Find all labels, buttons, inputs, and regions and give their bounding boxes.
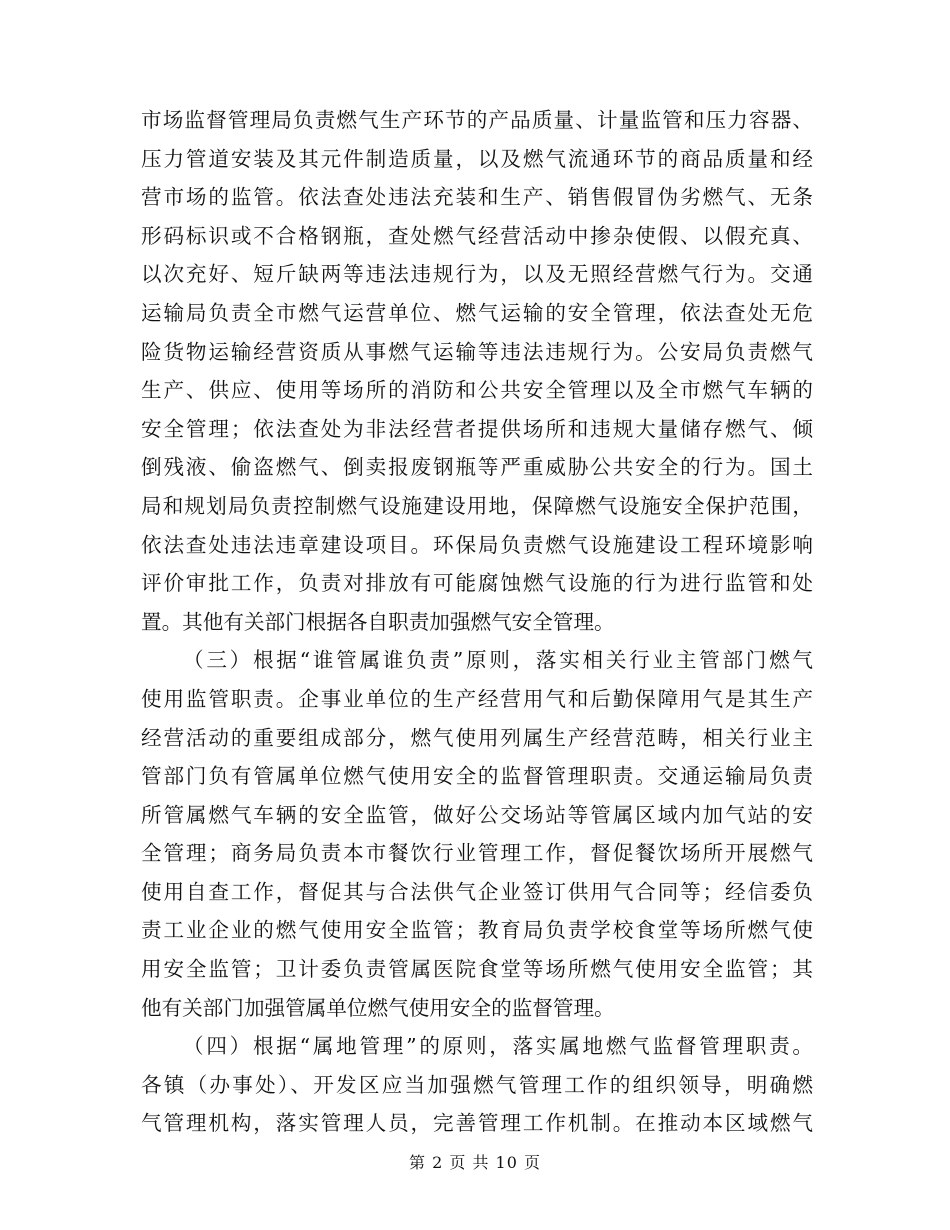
paragraph-end-line: 他有关部门加强管属单位燃气使用安全的监督管理。 <box>141 995 615 1020</box>
text-line: 经营活动的重要组成部分，燃气使用列属生产经营范畴，相关行业主 <box>141 725 813 750</box>
text-line: 使用监管职责。企事业单位的生产经营用气和后勤保障用气是其生产 <box>141 686 813 711</box>
paragraph-start-line: （四）根据“属地管理”的原则，落实属地燃气监督管理职责。 <box>183 1034 813 1059</box>
text-line: 生产、供应、使用等场所的消防和公共安全管理以及全市燃气车辆的 <box>141 378 813 403</box>
text-line: 压力管道安装及其元件制造质量，以及燃气流通环节的商品质量和经 <box>141 146 813 171</box>
text-line: 各镇（办事处）、开发区应当加强燃气管理工作的组织领导，明确燃 <box>141 1072 813 1097</box>
text-line: 以次充好、短斤缺两等违法违规行为，以及无照经营燃气行为。交通 <box>141 262 813 287</box>
text-line: 管部门负有管属单位燃气使用安全的监督管理职责。交通运输局负责 <box>141 764 813 789</box>
text-line: 险货物运输经营资质从事燃气运输等违法违规行为。公安局负责燃气 <box>141 339 813 364</box>
text-line: 使用自查工作，督促其与合法供气企业签订供用气合同等；经信委负 <box>141 879 813 904</box>
text-line: 用安全监管；卫计委负责管属医院食堂等场所燃气使用安全监管；其 <box>141 957 813 982</box>
paragraph-start-line: （三）根据“谁管属谁负责”原则，落实相关行业主管部门燃气 <box>183 648 813 673</box>
text-line: 局和规划局负责控制燃气设施建设用地，保障燃气设施安全保护范围， <box>141 493 813 518</box>
text-line: 所管属燃气车辆的安全监管，做好公交场站等管属区域内加气站的安 <box>141 802 813 827</box>
text-line: 营市场的监管。依法查处违法充装和生产、销售假冒伪劣燃气、无条 <box>141 185 813 210</box>
text-line: 倒残液、偷盗燃气、倒卖报废钢瓶等严重威胁公共安全的行为。国土 <box>141 455 813 480</box>
text-line: 气管理机构，落实管理人员，完善管理工作机制。在推动本区域燃气 <box>141 1111 813 1136</box>
text-line: 依法查处违法违章建设项目。环保局负责燃气设施建设工程环境影响 <box>141 532 813 557</box>
text-line: 评价审批工作，负责对排放有可能腐蚀燃气设施的行为进行监管和处 <box>141 571 813 596</box>
page-footer <box>0 1150 950 1173</box>
text-line: 责工业企业的燃气使用安全监管；教育局负责学校食堂等场所燃气使 <box>141 918 813 943</box>
document-body <box>141 101 813 1143</box>
text-line: 全管理；商务局负责本市餐饮行业管理工作，督促餐饮场所开展燃气 <box>141 841 813 866</box>
text-line: 安全管理；依法查处为非法经营者提供场所和违规大量储存燃气、倾 <box>141 416 813 441</box>
text-line: 运输局负责全市燃气运营单位、燃气运输的安全管理，依法查处无危 <box>141 300 813 325</box>
text-line: 市场监督管理局负责燃气生产环节的产品质量、计量监管和压力容器、 <box>141 108 813 132</box>
paragraph-end-line: 置。其他有关部门根据各自职责加强燃气安全管理。 <box>141 609 615 634</box>
page-number-label: 第 2 页 共 10 页 <box>409 1153 541 1172</box>
text-line: 形码标识或不合格钢瓶，查处燃气经营活动中掺杂使假、以假充真、 <box>141 223 813 248</box>
